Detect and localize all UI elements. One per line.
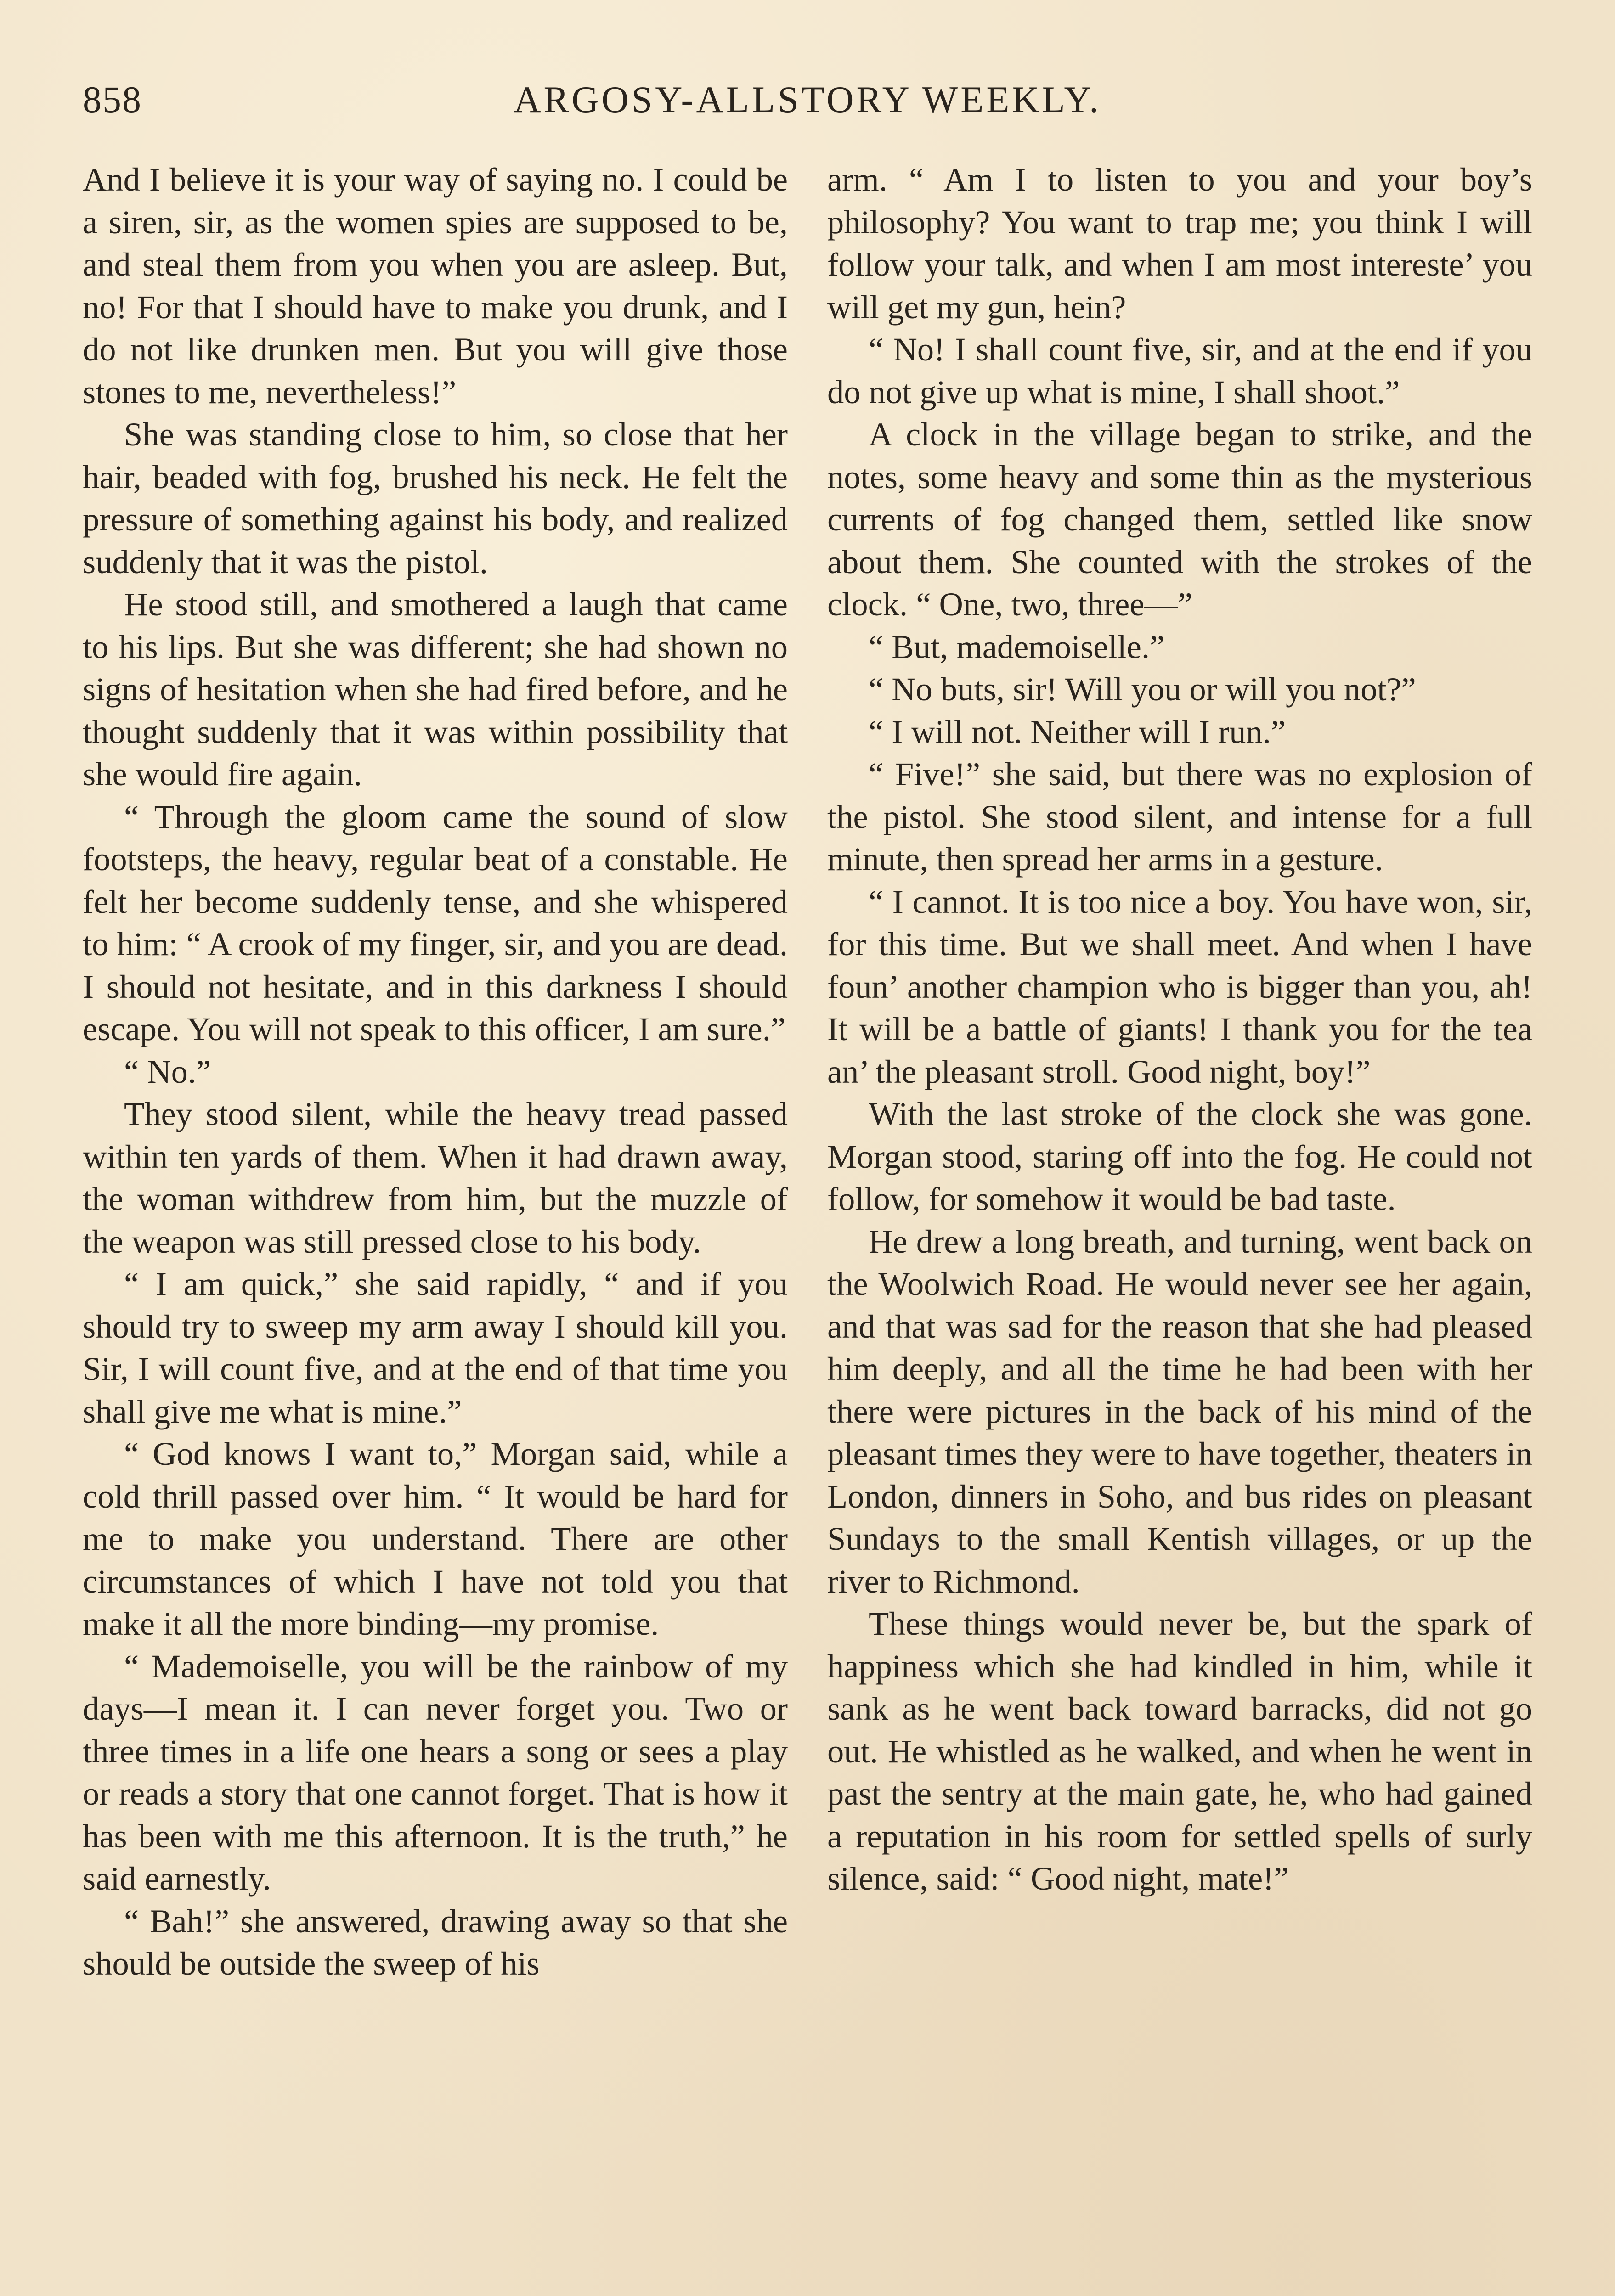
paragraph: “ God knows I want to,” Morgan said, while a cold thrill passed over him. “ It would be hard for me to make you understand. There are other circumstances of which I have not told you that make it all the more binding—my promise. [83, 1435, 788, 1642]
paragraph: “ No! I shall count five, sir, and at the end if you do not give up what is mine, I shall shoot.” [827, 331, 1532, 411]
paragraph: “ Five!” she said, but there was no explosion of the pistol. She stood silent, and intense for a full minute, then spread her arms in a gesture. [827, 755, 1532, 878]
page-header [83, 69, 1532, 133]
paragraph: “ I cannot. It is too nice a boy. You have won, sir, for this time. But we shall meet. And when I have foun’ another champion who is bigger than you, ah! It will be a battle of giants! I thank you for the tea an’ the pleasant stroll. Good night, boy!” [827, 883, 1532, 1090]
text-column-left [83, 158, 788, 2296]
running-title: ARGOSY-ALLSTORY WEEKLY. [514, 79, 1101, 120]
paragraph: He drew a long breath, and turning, went back on the Woolwich Road. He would never see her again, and that was sad for the reason that she had pleased him deeply, and all the time he had been with her there were pictures in the back of his mind of the pleasant times they were to have together, theaters in London, dinners in Soho, and bus rides on pleasant Sundays to the small Kentish villages, or up the river to Richmond. [827, 1222, 1532, 1600]
paragraph: “ Through the gloom came the sound of slow footsteps, the heavy, regular beat of a constable. He felt her become suddenly tense, and she whispered to him: “ A crook of my finger, sir, and you are dead. I should not hesitate, and in this darkness I should escape. You will not speak to this officer, I am sure.” [83, 798, 788, 1047]
paragraph: With the last stroke of the clock she was gone. Morgan stood, staring off into the fog. He could not follow, for somehow it would be bad taste. [827, 1095, 1532, 1217]
paragraph: “ Mademoiselle, you will be the rainbow of my days—I mean it. I can never forget you. Two or three times in a life one hears a song or sees a play or reads a story that one cannot forget. That is how it has been with me this afternoon. It is the truth,” he said earnestly. [83, 1647, 788, 1897]
paragraph: arm. “ Am I to listen to you and your boy’s philosophy? You want to trap me; you think I will follow your talk, and when I am most intereste’ you will get my gun, hein? [827, 161, 1532, 326]
paragraph: “ I will not. Neither will I run.” [869, 713, 1286, 750]
paragraph: “ Bah!” she answered, drawing away so that she should be outside the sweep of his [83, 1902, 788, 1982]
paragraph: These things would never be, but the spark of happiness which she had kindled in him, while it sank as he went back toward barracks, did not go out. He whistled as he walked, and when he went in past the sentry at the main gate, he, who had gained a reputation in his room for settled spells of surly silence, said: “ Good night, mate!” [827, 1605, 1532, 1897]
paragraph: “ I am quick,” she said rapidly, “ and if you should try to sweep my arm away I should kill you. Sir, I will count five, and at the end of that time you shall give me what is mine.” [83, 1265, 788, 1430]
text-column-right [827, 158, 1532, 2296]
page-number: 858 [83, 79, 142, 120]
paragraph: “ But, mademoiselle.” [869, 628, 1165, 665]
paragraph: “ No.” [124, 1052, 211, 1090]
paragraph: And I believe it is your way of saying no. I could be a siren, sir, as the women spies are supposed to be, and steal them from you when you are asleep. But, no! For that I should have to make you drunk, and I do not like drunken men. But you will give those stones to me, nevertheless!” [83, 161, 788, 411]
paragraph: He stood still, and smothered a laugh that came to his lips. But she was different; she had shown no signs of hesitation when she had fired before, and he thought suddenly that it was within possibility that she would fire again. [83, 585, 788, 793]
paragraph: A clock in the village began to strike, and the notes, some heavy and some thin as the mysterious currents of fog changed them, settled like snow about them. She counted with the strokes of the clock. “ One, two, three—” [827, 416, 1532, 623]
paragraph: She was standing close to him, so close that her hair, beaded with fog, brushed his neck. He felt the pressure of something against his body, and realized suddenly that it was the pistol. [83, 416, 788, 580]
paragraph: They stood silent, while the heavy tread passed within ten yards of them. When it had drawn away, the woman withdrew from him, but the muzzle of the weapon was still pressed close to his body. [83, 1095, 788, 1260]
paragraph: “ No buts, sir! Will you or will you not?” [869, 670, 1416, 708]
